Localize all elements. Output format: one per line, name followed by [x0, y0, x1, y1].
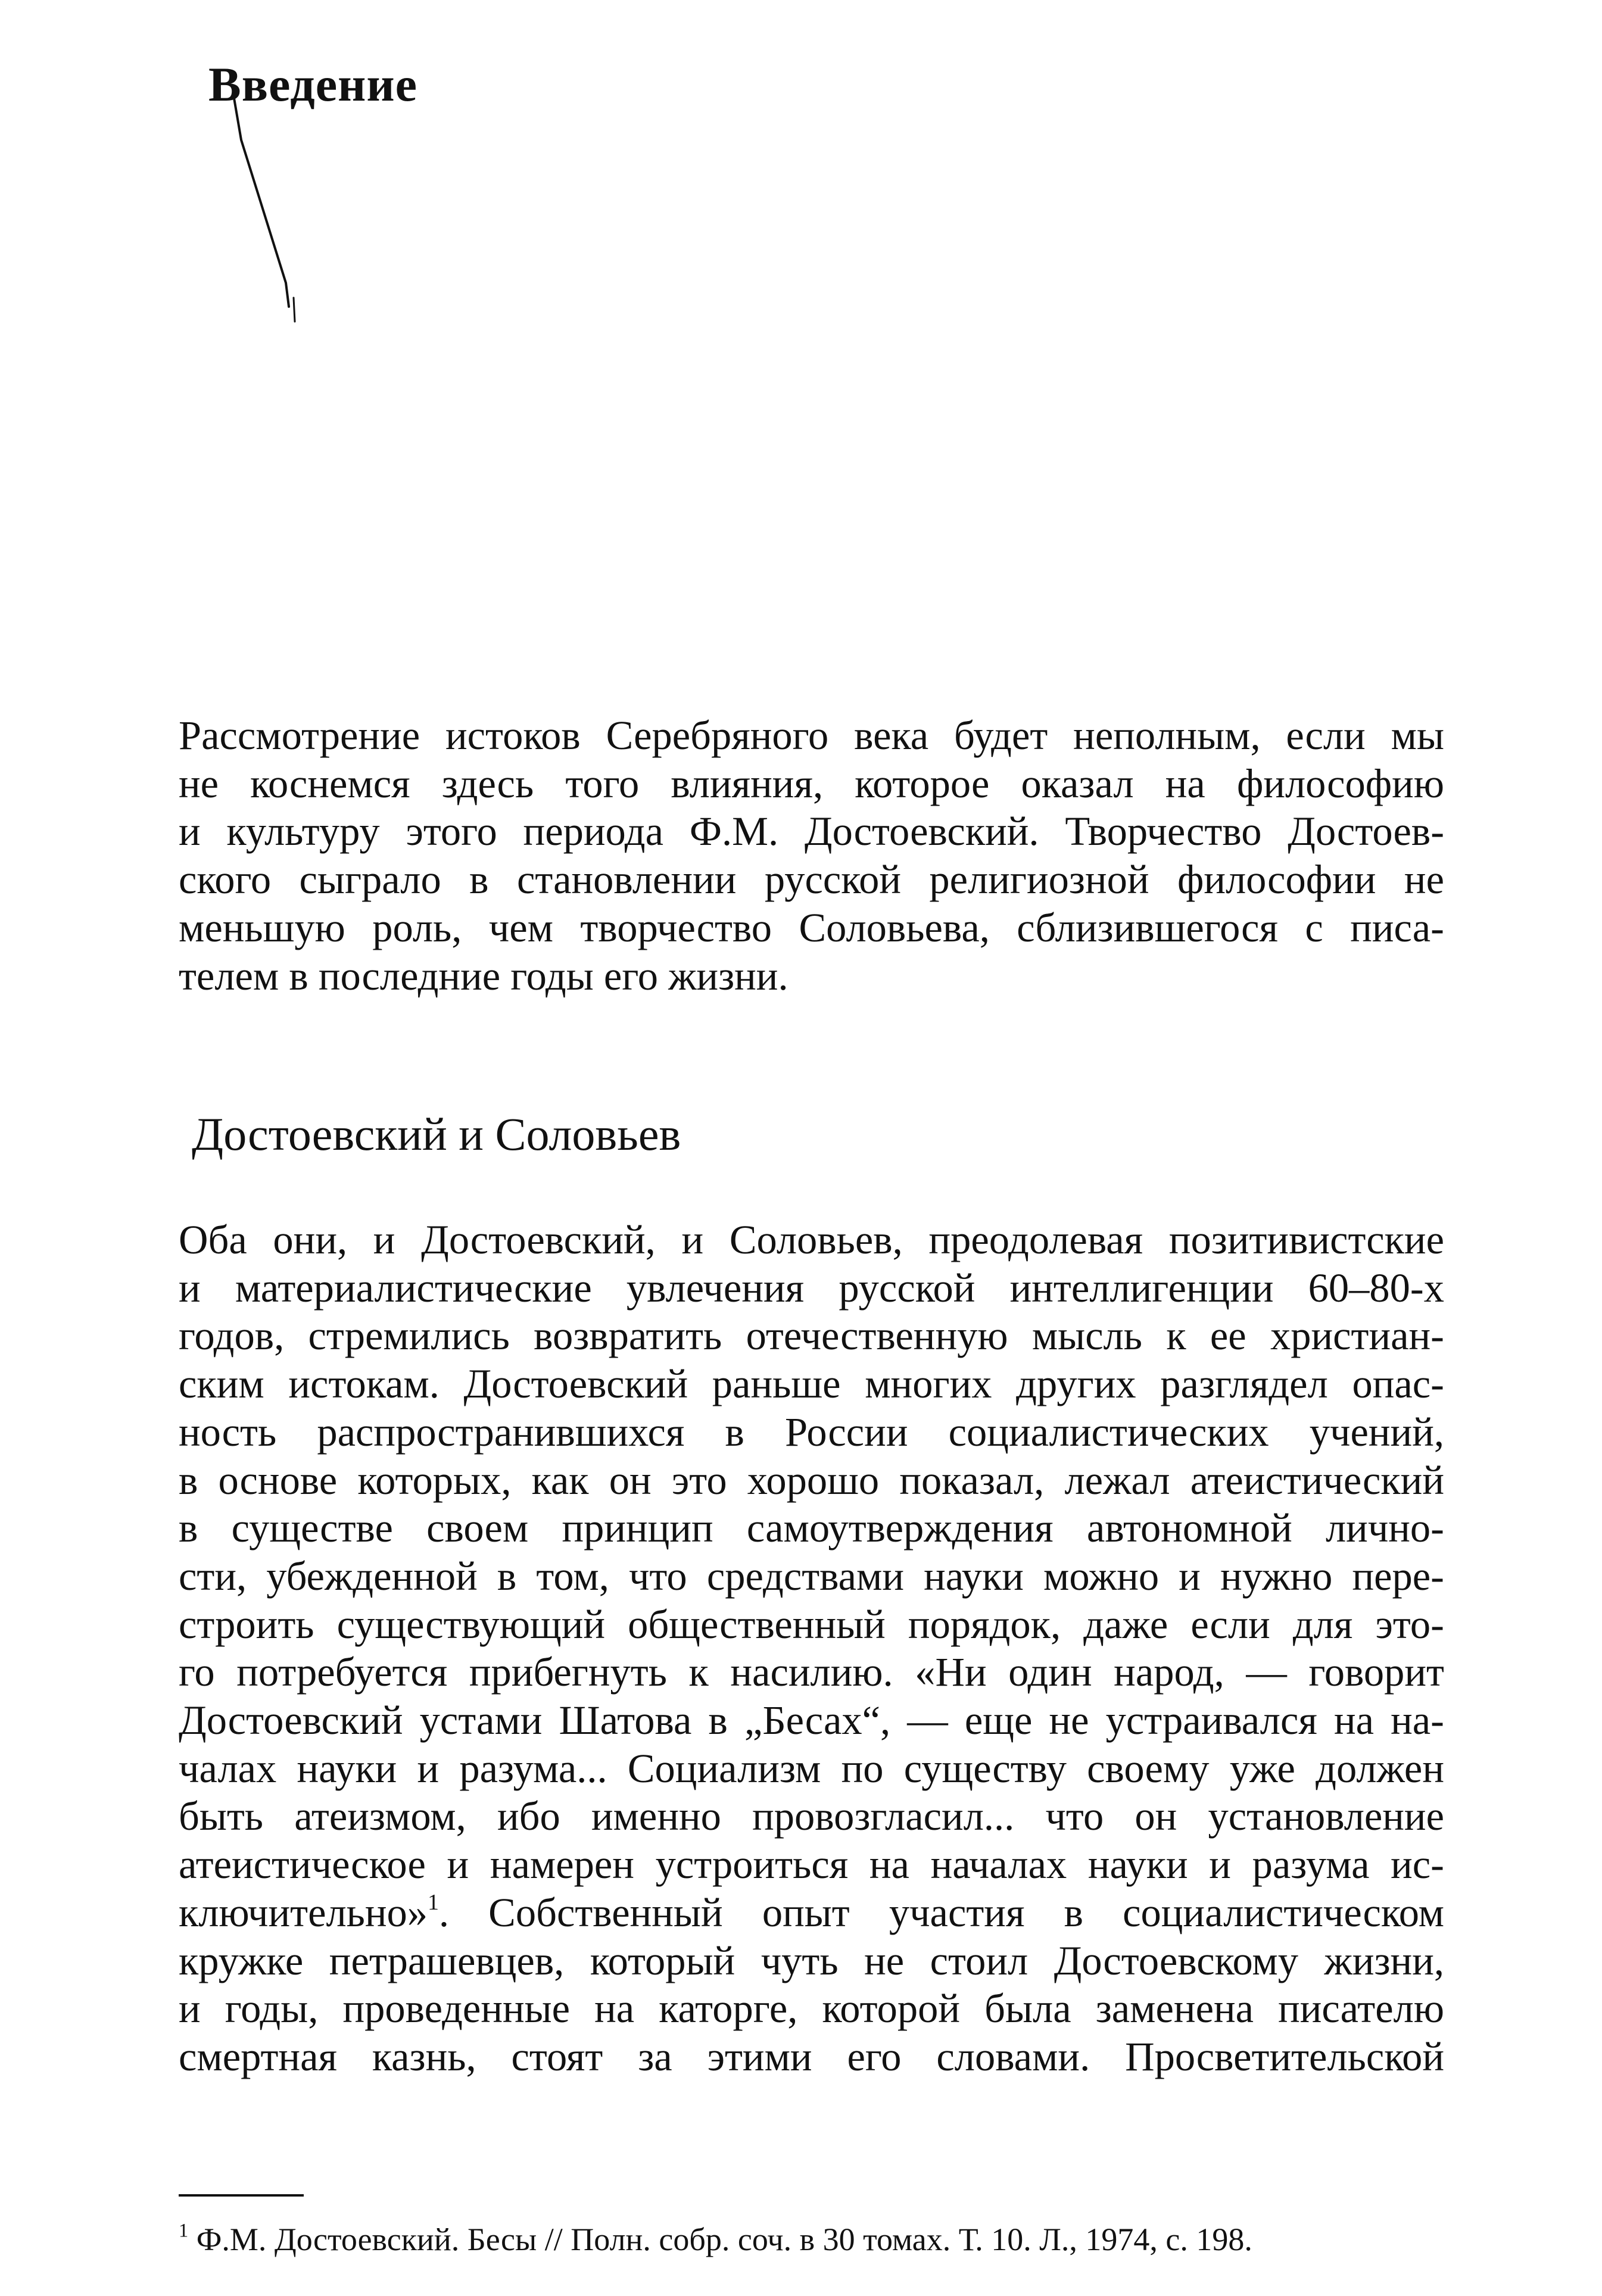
text-line: сти, убежденной в том, что средствами науки можно и нужно пере-	[179, 1553, 1444, 1599]
footnote-text: Ф.М. Достоевский. Бесы // Полн. собр. соч. в 30 томах. Т. 10. Л., 1974, с. 198.	[196, 2222, 1252, 2257]
pen-stroke-mark	[229, 92, 307, 342]
text-line: Оба они, и Достоевский, и Соловьев, преодолевая позитивистские	[179, 1217, 1444, 1262]
text-line: атеистическое и намерен устроиться на началах науки и разума ис-	[179, 1842, 1444, 1888]
text-line: быть атеизмом, ибо именно провозгласил... что он установление	[179, 1793, 1444, 1839]
text-line: не коснемся здесь того влияния, которое оказал на философию	[179, 760, 1444, 806]
text-line: кружке петрашевцев, который чуть не стоил Достоевскому жизни,	[179, 1938, 1444, 1983]
text-line: ским истокам. Достоевский раньше многих других разглядел опас-	[179, 1361, 1444, 1407]
text-line: смертная казнь, стоят за этими его словами. Просветительской	[179, 2033, 1444, 2079]
text-line: го потребуется прибегнуть к насилию. «Ни один народ, — говорит	[179, 1649, 1444, 1695]
text-fragment: . Собственный опыт участия в социалистическом	[438, 1889, 1444, 1935]
body-paragraph	[179, 1216, 1444, 2081]
text-line-with-footnote-ref	[179, 1889, 1444, 1937]
text-line: телем в последние годы его жизни.	[179, 953, 788, 999]
footnote-divider	[179, 2194, 304, 2197]
footnote-marker: 1	[179, 2220, 189, 2242]
text-line: меньшую роль, чем творчество Соловьева, сблизившегося с писа-	[179, 904, 1444, 950]
chapter-title: Введение	[208, 57, 418, 111]
text-line: и годы, проведенные на каторге, которой была заменена писателю	[179, 1986, 1444, 2032]
text-line: ского сыграло в становлении русской религиозной философии не	[179, 857, 1444, 903]
text-line: строить существующий общественный порядок, даже если для это-	[179, 1601, 1444, 1647]
footnote-ref[interactable]: 1	[428, 1889, 439, 1915]
text-line: Рассмотрение истоков Серебряного века будет неполным, если мы	[179, 713, 1444, 758]
text-line: чалах науки и разума... Социализм по существу своему уже должен	[179, 1745, 1444, 1791]
text-line: Достоевский устами Шатова в „Бесах“, — еще не устраивался на на-	[179, 1698, 1444, 1743]
section-heading: Достоевский и Соловьев	[192, 1108, 681, 1160]
text-line: и культуру этого периода Ф.М. Достоевский. Творчество Достоев-	[179, 809, 1444, 854]
text-line: и материалистические увлечения русской интеллигенции 60–80-х	[179, 1265, 1444, 1311]
text-line: годов, стремились возвратить отечественную мысль к ее христиан-	[179, 1313, 1444, 1359]
intro-paragraph	[179, 712, 1444, 1000]
footnote	[179, 2221, 1252, 2258]
text-line: в основе которых, как он это хорошо показал, лежал атеистический	[179, 1457, 1444, 1503]
text-line: ность распространившихся в России социалистических учений,	[179, 1409, 1444, 1455]
text-fragment: ключительно»	[179, 1889, 428, 1935]
text-line: в существе своем принцип самоутверждения автономной лично-	[179, 1505, 1444, 1551]
